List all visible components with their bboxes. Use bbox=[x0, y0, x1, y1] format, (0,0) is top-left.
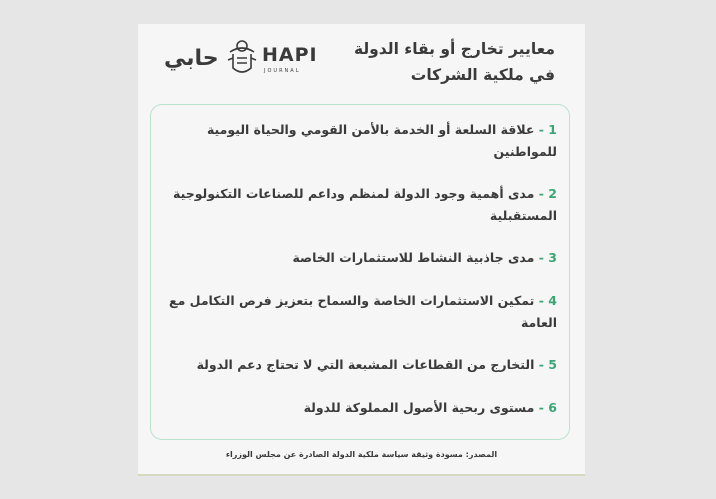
list-item bbox=[165, 354, 557, 376]
infographic-card bbox=[138, 24, 585, 476]
item-text: التخارج من القطاعات المشبعة التي لا تحتاج دعم الدولة bbox=[196, 357, 535, 372]
item-text: علاقة السلعة أو الخدمة بالأمن القومي والحياة اليومية للمواطنين bbox=[206, 122, 557, 159]
logo-subtext: JOURNAL bbox=[264, 68, 301, 74]
logo-english-text: HAPI bbox=[262, 44, 318, 66]
list-item bbox=[165, 397, 557, 419]
hapi-emblem-icon bbox=[224, 38, 260, 80]
page-title bbox=[315, 36, 555, 88]
item-number: 6 - bbox=[538, 400, 557, 415]
list-item bbox=[165, 119, 557, 163]
hapi-logo bbox=[164, 38, 318, 80]
item-text: مستوى ربحية الأصول المملوكة للدولة bbox=[303, 400, 535, 415]
item-number: 2 - bbox=[538, 186, 557, 201]
source-note: المصدر: مسودة وثيقة سياسة ملكية الدولة الصادرة عن مجلس الوزراء bbox=[225, 450, 498, 459]
list-item bbox=[165, 183, 557, 227]
item-number: 5 - bbox=[538, 357, 557, 372]
title-line-1: معايير تخارج أو بقاء الدولة bbox=[353, 40, 555, 58]
logo-arabic-text: حابي bbox=[164, 46, 219, 71]
title-line-2: في ملكية الشركات bbox=[410, 66, 555, 84]
criteria-list bbox=[150, 104, 570, 440]
item-text: تمكين الاستثمارات الخاصة والسماح بتعزيز فرص التكامل مع العامة bbox=[169, 293, 557, 330]
item-number: 1 - bbox=[538, 122, 557, 137]
bottom-divider bbox=[138, 474, 585, 476]
list-item bbox=[165, 290, 557, 334]
item-number: 4 - bbox=[538, 293, 557, 308]
list-item bbox=[165, 247, 557, 269]
item-number: 3 - bbox=[538, 250, 557, 265]
item-text: مدى جاذبية النشاط للاستثمارات الخاصة bbox=[292, 250, 535, 265]
item-text: مدى أهمية وجود الدولة لمنظم وداعم للصناعات التكنولوجية المستقبلية bbox=[173, 186, 557, 223]
